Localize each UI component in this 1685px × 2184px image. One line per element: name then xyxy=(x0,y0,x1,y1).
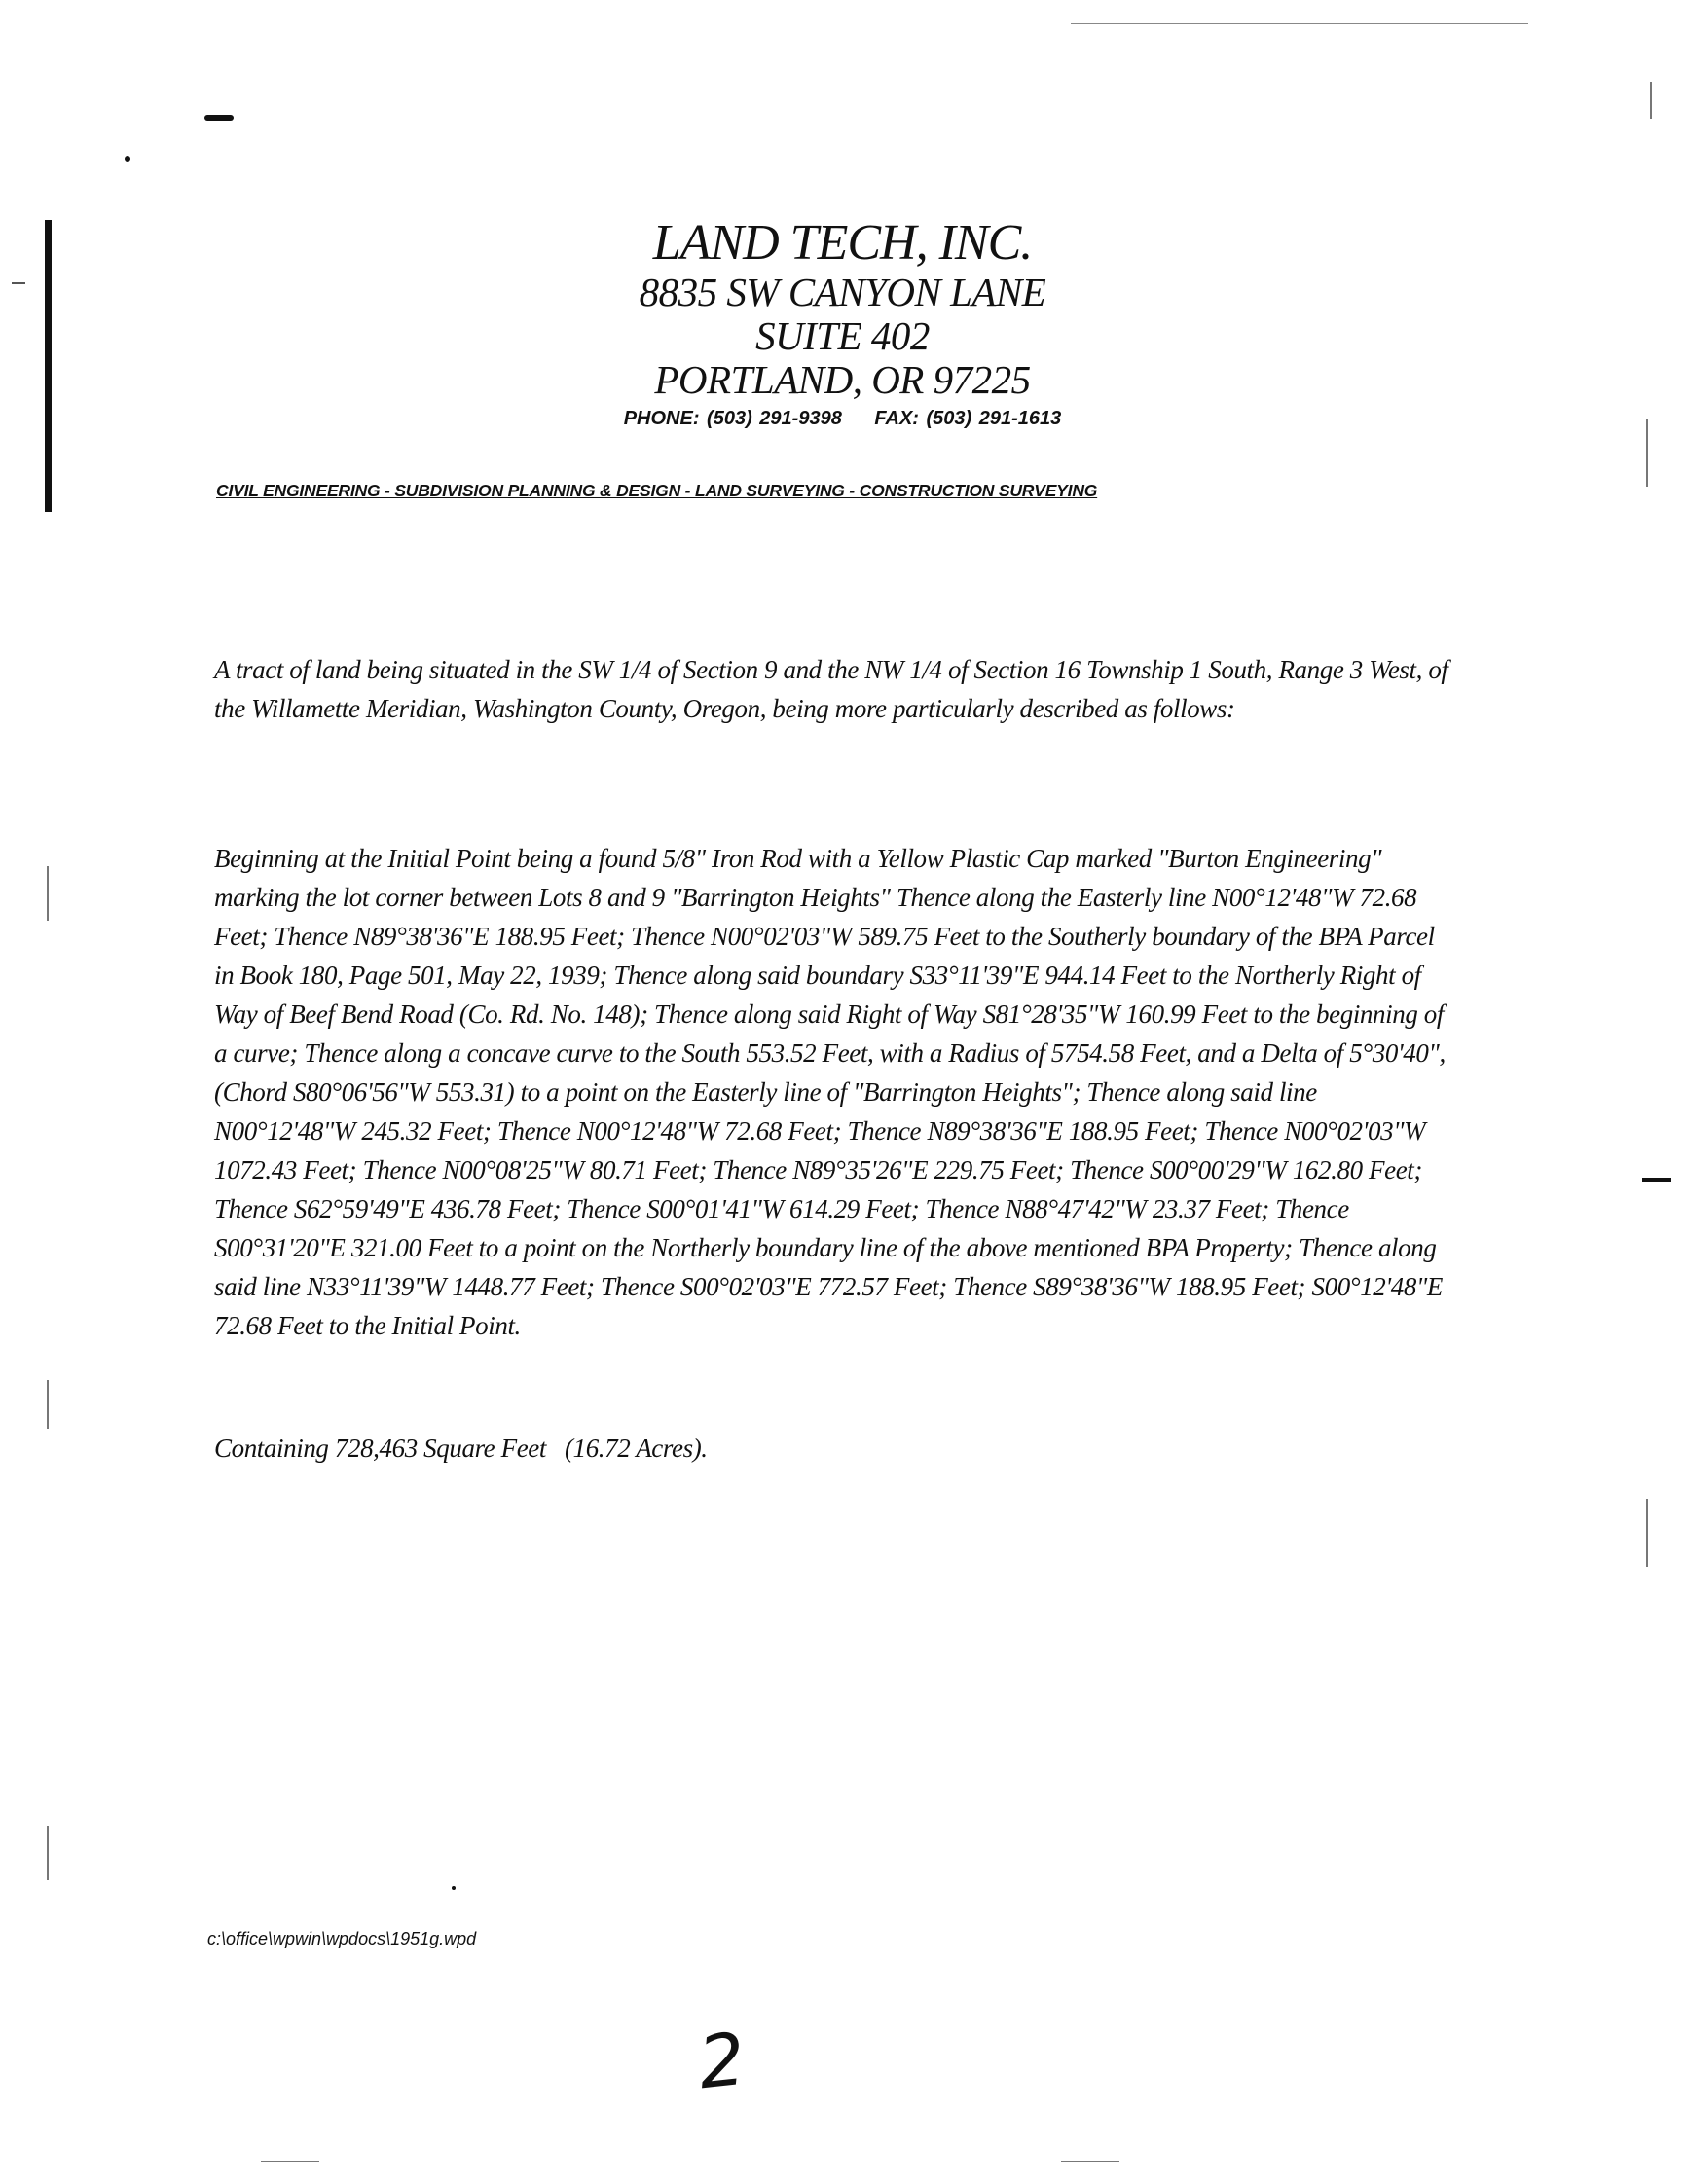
scan-mark-bottom-rule-2 xyxy=(1061,2161,1119,2162)
scan-mark-left-rule-3 xyxy=(47,1826,49,1880)
city-state-zip: PORTLAND, OR 97225 xyxy=(654,357,1031,402)
tract-description: A tract of land being situated in the SW 1/4 of Section 9 and the NW 1/4 of Section 16 Township 1 South, Range 3 West, of the Willamette Meridian, Washington County, Oregon, being more particularly described as follows: xyxy=(214,655,1448,723)
fax-number: FAX: (503) 291-1613 xyxy=(874,408,1062,429)
scan-mark-left-rule-1 xyxy=(47,866,49,921)
services-line: CIVIL ENGINEERING - SUBDIVISION PLANNING & DESIGN - LAND SURVEYING - CONSTRUCTION SURVEYING xyxy=(216,481,1098,500)
scan-mark-speck-2 xyxy=(204,115,234,121)
suite-number: SUITE 402 xyxy=(755,313,930,358)
page-number: 2 xyxy=(694,2017,750,2106)
scan-mark-right-rule-3 xyxy=(1646,1499,1648,1567)
scan-mark-speck-1 xyxy=(452,1886,456,1890)
company-name: LAND TECH, INC. xyxy=(652,215,1033,271)
phone-number: PHONE: (503) 291-9398 xyxy=(623,408,842,429)
contact-line xyxy=(0,402,1685,435)
scan-mark-speck-3 xyxy=(125,156,130,162)
letterhead xyxy=(0,216,1685,435)
scan-mark-bottom-rule-1 xyxy=(261,2161,319,2162)
scan-mark-right-dash xyxy=(1642,1178,1671,1182)
scan-mark-right-rule-1 xyxy=(1650,82,1652,119)
area-statement: Containing 728,463 Square Feet (16.72 Acres). xyxy=(214,1434,708,1463)
scan-mark-top-rule xyxy=(1071,23,1528,24)
scan-mark-left-rule-2 xyxy=(47,1380,49,1429)
street-address: 8835 SW CANYON LANE xyxy=(639,270,1046,314)
legal-description: Beginning at the Initial Point being a found 5/8" Iron Rod with a Yellow Plastic Cap marked "Burton Engineering" marking the lot corner between Lots 8 and 9 "Barrington Heights" Thence along the Easterly line N00°12'48"W 72.68 Feet; Thence N89°38'36"E 188.95 Feet; Thence N00°02'03"W 589.75 Feet to the Southerly boundary of the BPA Parcel in Book 180, Page 501, May 22, 1939; Thence along said boundary S33°11'39"E 944.14 Feet to the Northerly Right of Way of Beef Bend Road (Co. Rd. No. 148); Thence along said Right of Way S81°28'35"W 160.99 Feet to the beginning of a curve; Thence along a concave curve to the South 553.52 Feet, with a Radius of 5754.58 Feet, and a Delta of 5°30'40", (Chord S80°06'56"W 553.31) to a point on the Easterly line of "Barrington Heights"; Thence along said line N00°12'48"W 245.32 Feet; Thence N00°12'48"W 72.68 Feet; Thence N89°38'36"E 188.95 Feet; Thence N00°02'03"W 1072.43 Feet; Thence N00°08'25"W 80.71 Feet; Thence N89°35'26"E 229.75 Feet; Thence S00°00'29"W 162.80 Feet; Thence S62°59'49"E 436.78 Feet; Thence S00°01'41"W 614.29 Feet; Thence N88°47'42"W 23.37 Feet; Thence S00°31'20"E 321.00 Feet to a point on the Northerly boundary line of the above mentioned BPA Property; Thence along said line N33°11'39"W 1448.77 Feet; Thence S00°02'03"E 772.57 Feet; Thence S89°38'36"W 188.95 Feet; S00°12'48"E 72.68 Feet to the Initial Point. xyxy=(214,844,1446,1340)
file-path: c:\office\wpwin\wpdocs\1951g.wpd xyxy=(207,1929,477,1948)
